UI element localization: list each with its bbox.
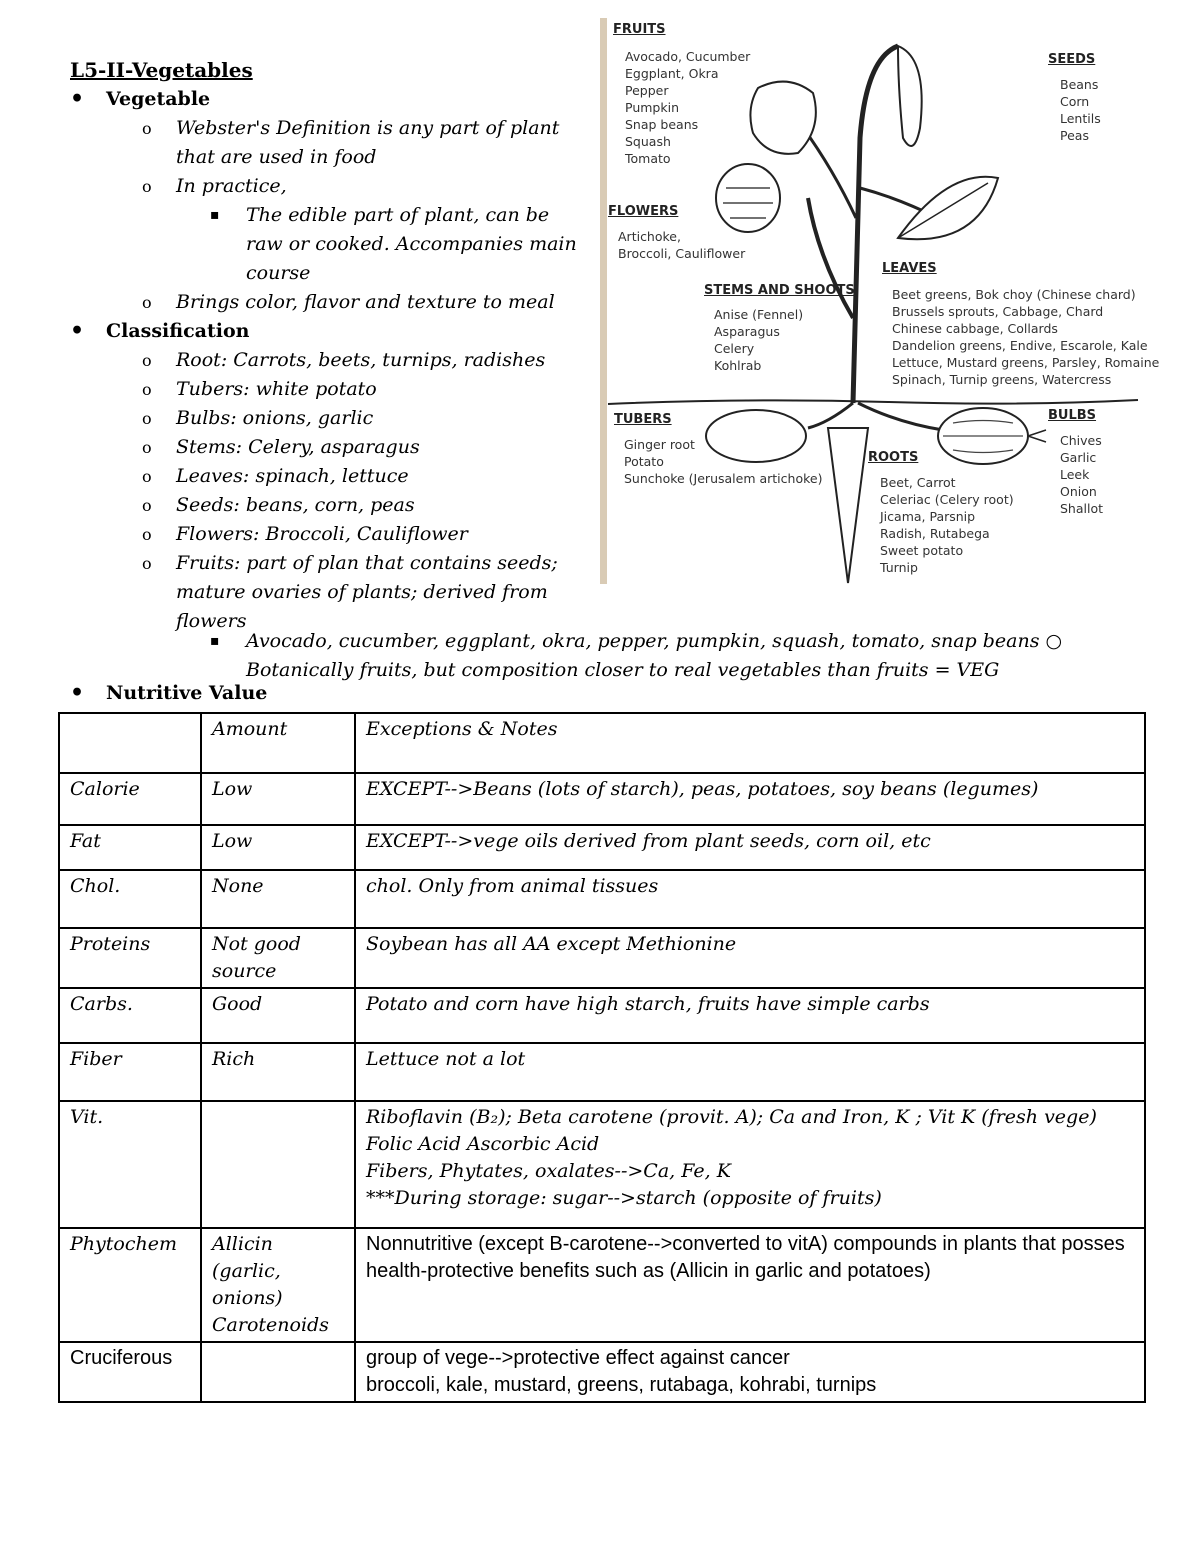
- row-label: Fiber: [59, 1043, 201, 1101]
- row-amount: [201, 1101, 355, 1228]
- class-item-leaves: o Leaves: spinach, lettuce: [70, 462, 590, 491]
- diagram-label-stems: STEMS AND SHOOTS: [704, 283, 855, 298]
- row-label: Chol.: [59, 870, 201, 928]
- diagram-text-seeds: Beans Corn Lentils Peas: [1060, 77, 1101, 143]
- diagram-text-tubers: Ginger root Potato Sunchoke (Jerusalem artichoke): [624, 437, 823, 486]
- row-notes: [355, 1342, 1145, 1402]
- row-notes: Potato and corn have high starch, fruits have simple carbs: [355, 988, 1145, 1043]
- bullet-nutritive-value: • Nutritive Value: [70, 679, 1150, 708]
- diagram-text-roots: Beet, Carrot Celeriac (Celery root) Jicama, Parsnip Radish, Rutabega Sweet potato Turnip: [880, 475, 1014, 575]
- row-label: Carbs.: [59, 988, 201, 1043]
- diagram-label-seeds: SEEDS: [1048, 52, 1096, 67]
- row-amount: Rich: [201, 1043, 355, 1101]
- diagram-text-fruits: Avocado, Cucumber Eggplant, Okra Pepper Pumpkin Snap beans Squash Tomato: [625, 49, 751, 166]
- row-amount: Good: [201, 988, 355, 1043]
- table-row: [59, 773, 1145, 825]
- plant-parts-diagram: [598, 18, 1190, 588]
- table-header-row: [59, 713, 1145, 773]
- diagram-label-roots: ROOTS: [868, 450, 919, 465]
- header-cell-amount: Amount: [201, 713, 355, 773]
- diagram-label-bulbs: BULBS: [1048, 408, 1097, 423]
- nutritive-value-table: [58, 712, 1146, 1403]
- page-title: L5-II-Vegetables: [70, 58, 253, 82]
- fruit-examples: ▪ Avocado, cucumber, eggplant, okra, pepper, pumpkin, squash, tomato, snap beans ○ Botanically fruits, but composition closer to real vegetables than fruits = VEG: [70, 627, 1136, 685]
- sub-bullet-brings: o Brings color, flavor and texture to meal: [70, 288, 590, 317]
- row-label: Phytochem: [59, 1228, 201, 1342]
- row-notes: [355, 1101, 1145, 1228]
- table-row: [59, 1228, 1145, 1342]
- row-label: Calorie: [59, 773, 201, 825]
- diagram-label-tubers: TUBERS: [614, 412, 672, 427]
- row-amount: None: [201, 870, 355, 928]
- notes-line: group of vege-->protective effect against cancer: [366, 1347, 790, 1369]
- class-item-seeds: o Seeds: beans, corn, peas: [70, 491, 590, 520]
- diagram-text-stems: Anise (Fennel) Asparagus Celery Kohlrab: [714, 307, 804, 373]
- row-label: Fat: [59, 825, 201, 870]
- header-cell-blank: [59, 713, 201, 773]
- bullet-classification: • Classification: [70, 317, 590, 346]
- notes-line: Fibers, Phytates, oxalates-->Ca, Fe, K: [366, 1160, 731, 1182]
- notes-line: Folic Acid Ascorbic Acid: [366, 1133, 600, 1155]
- class-item-bulbs: o Bulbs: onions, garlic: [70, 404, 590, 433]
- row-amount: Low: [201, 825, 355, 870]
- row-amount: Low: [201, 773, 355, 825]
- diagram-text-flowers: Artichoke, Broccoli, Cauliflower: [618, 229, 746, 261]
- row-notes: Soybean has all AA except Methionine: [355, 928, 1145, 988]
- class-item-tubers: o Tubers: white potato: [70, 375, 590, 404]
- lecture-notes: [70, 56, 590, 636]
- row-notes: chol. Only from animal tissues: [355, 870, 1145, 928]
- diagram-label-fruits: FRUITS: [613, 22, 666, 37]
- row-amount: Not good source: [201, 928, 355, 988]
- diagram-text-leaves: Beet greens, Bok choy (Chinese chard) Brussels sprouts, Cabbage, Chard Chinese cabbage, Collards Dandelion greens, Endive, Escarole, Kale Lettuce, Mustard greens, Parsley, Romaine Spinach, Turnip greens, Watercress: [892, 287, 1160, 387]
- row-label: Proteins: [59, 928, 201, 988]
- notes-line: Riboflavin (B₂); Beta carotene (provit. A); Ca and Iron, K ; Vit K (fresh vege): [366, 1106, 1097, 1128]
- row-notes: EXCEPT-->Beans (lots of starch), peas, potatoes, soy beans (legumes): [355, 773, 1145, 825]
- sub-sub-bullet-edible: ▪ The edible part of plant, can be raw or cooked. Accompanies main course: [70, 201, 586, 288]
- diagram-label-leaves: LEAVES: [882, 261, 937, 276]
- row-notes: Lettuce not a lot: [355, 1043, 1145, 1101]
- row-label: Vit.: [59, 1101, 201, 1228]
- row-amount: [201, 1342, 355, 1402]
- notes-line: ***During storage: sugar-->starch (opposite of fruits): [366, 1187, 882, 1209]
- table-row: [59, 870, 1145, 928]
- bullet-vegetable: • Vegetable: [70, 85, 590, 114]
- table-row: [59, 988, 1145, 1043]
- table-row: [59, 1101, 1145, 1228]
- lower-notes: [70, 627, 1150, 708]
- class-item-stems: o Stems: Celery, asparagus: [70, 433, 590, 462]
- class-item-flowers: o Flowers: Broccoli, Cauliflower: [70, 520, 590, 549]
- diagram-label-flowers: FLOWERS: [608, 204, 679, 219]
- diagram-text-bulbs: Chives Garlic Leek Onion Shallot: [1060, 433, 1104, 516]
- table-row: [59, 1043, 1145, 1101]
- header-cell-notes: Exceptions & Notes: [355, 713, 1145, 773]
- table-row: [59, 928, 1145, 988]
- table-row: [59, 1342, 1145, 1402]
- class-item-fruits: o Fruits: part of plan that contains seeds; mature ovaries of plants; derived from flowers: [70, 549, 576, 636]
- sub-bullet-definition: o Webster's Definition is any part of plant that are used in food: [70, 114, 576, 172]
- sub-bullet-in-practice: o In practice,: [70, 172, 590, 201]
- row-label: Cruciferous: [59, 1342, 201, 1402]
- amount-line: Carotenoids: [212, 1314, 329, 1336]
- row-notes: EXCEPT-->vege oils derived from plant seeds, corn oil, etc: [355, 825, 1145, 870]
- class-item-root: o Root: Carrots, beets, turnips, radishes: [70, 346, 590, 375]
- notes-line: broccoli, kale, mustard, greens, rutabaga, kohrabi, turnips: [366, 1374, 877, 1396]
- row-notes: Nonnutritive (except B-carotene-->converted to vitA) compounds in plants that posses health-protective benefits such as (Allicin in garlic and potatoes): [355, 1228, 1145, 1342]
- table-row: [59, 825, 1145, 870]
- amount-line: Allicin (garlic, onions): [212, 1233, 283, 1309]
- row-amount: [201, 1228, 355, 1342]
